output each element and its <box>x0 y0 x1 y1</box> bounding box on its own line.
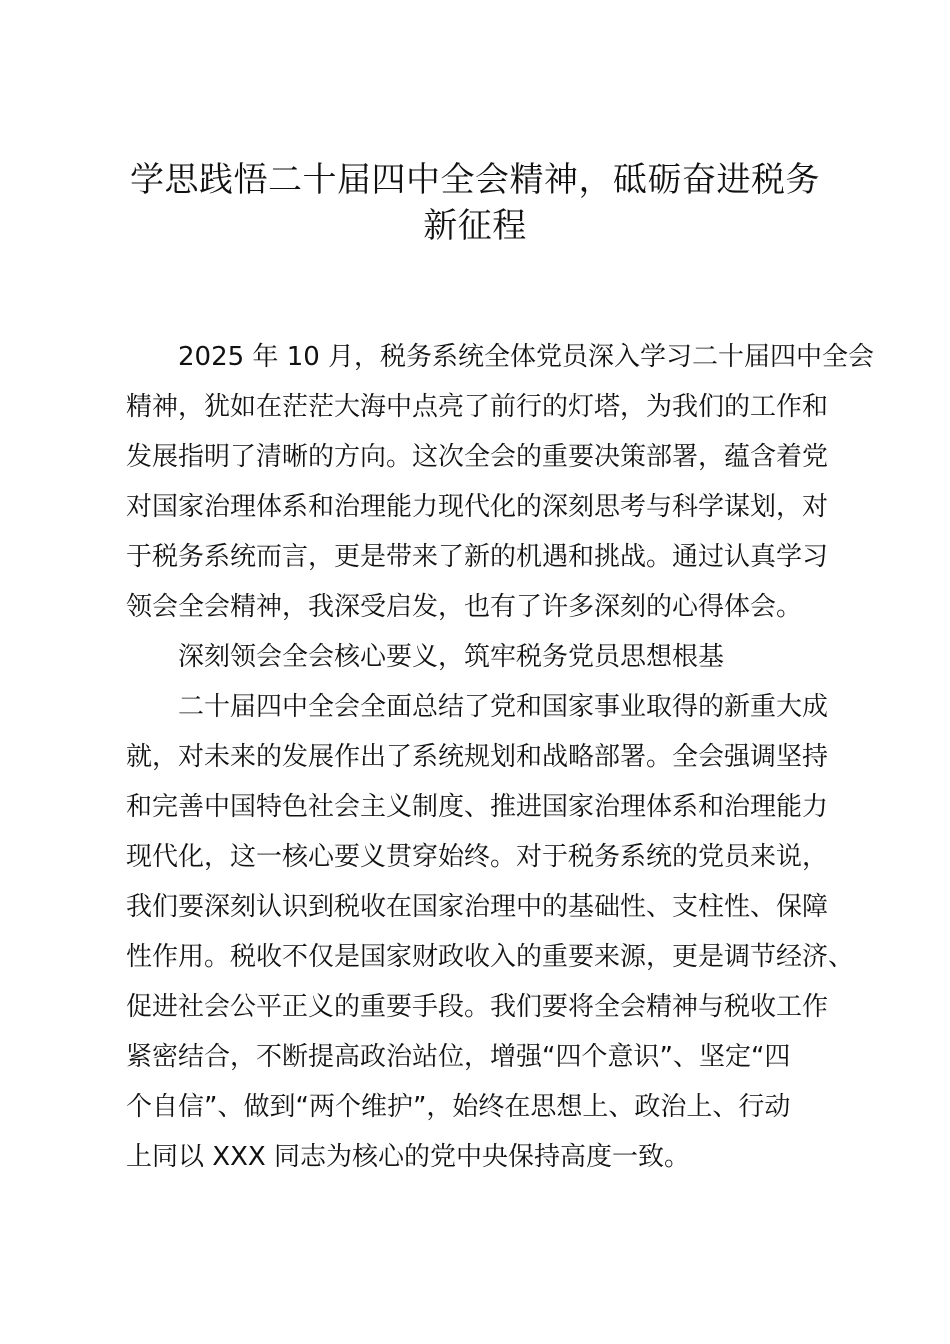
title-line-2: 新征程 <box>423 206 527 246</box>
text-line: 精神，犹如在茫茫大海中点亮了前行的灯塔，为我们的工作和 <box>126 392 829 422</box>
text-line: 个自信”、做到“两个维护”，始终在思想上、政治上、行动 <box>126 1092 791 1122</box>
paragraph-core-meaning <box>126 682 855 1182</box>
text-line: 我们要深刻认识到税收在国家治理中的基础性、支柱性、保障 <box>126 892 829 922</box>
text-line: 对国家治理体系和治理能力现代化的深刻思考与科学谋划，对 <box>126 492 829 522</box>
section-heading <box>126 632 846 682</box>
title-line-1: 学思践悟二十届四中全会精神，砥砺奋进税务 <box>130 160 820 200</box>
text-line: 紧密结合，不断提高政治站位，增强“四个意识”、坚定“四 <box>126 1042 791 1072</box>
heading-line: 深刻领会全会核心要义，筑牢税务党员思想根基 <box>178 642 725 672</box>
text-line: 二十届四中全会全面总结了党和国家事业取得的新重大成 <box>178 692 829 722</box>
text-line: 现代化，这一核心要义贯穿始终。对于税务系统的党员来说， <box>126 842 829 872</box>
paragraph-intro <box>126 332 875 632</box>
document-title <box>100 157 850 249</box>
text-line: 发展指明了清晰的方向。这次全会的重要决策部署，蕴含着党 <box>126 442 829 472</box>
document-body <box>126 332 875 1182</box>
text-line: 领会全会精神，我深受启发，也有了许多深刻的心得体会。 <box>126 592 803 622</box>
text-line: 上同以 XXX 同志为核心的党中央保持高度一致。 <box>126 1142 690 1172</box>
text-line: 和完善中国特色社会主义制度、推进国家治理体系和治理能力 <box>126 792 829 822</box>
text-line: 性作用。税收不仅是国家财政收入的重要来源，更是调节经济、 <box>126 942 855 972</box>
text-line: 就，对未来的发展作出了系统规划和战略部署。全会强调坚持 <box>126 742 829 772</box>
text-line: 2025 年 10 月，税务系统全体党员深入学习二十届四中全会 <box>178 342 875 372</box>
text-line: 促进社会公平正义的重要手段。我们要将全会精神与税收工作 <box>126 992 829 1022</box>
text-line: 于税务系统而言，更是带来了新的机遇和挑战。通过认真学习 <box>126 542 829 572</box>
